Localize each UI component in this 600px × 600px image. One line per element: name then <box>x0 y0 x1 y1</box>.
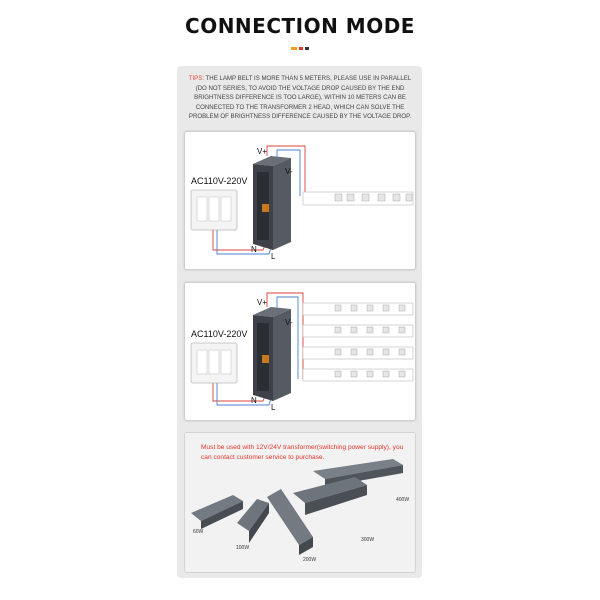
diagram-single-strip <box>184 131 416 270</box>
tips-text <box>188 74 412 122</box>
v-plus-label: V+ <box>257 147 268 156</box>
wall-switch-icon <box>191 190 237 230</box>
led-strips-icon <box>303 303 413 381</box>
title-divider-dots <box>291 47 309 50</box>
power-supply-60w-icon <box>191 495 243 529</box>
product-lineup-panel <box>184 432 416 573</box>
ac-voltage-label: AC110V-220V <box>191 329 248 339</box>
product-notice: Must be used with 12V/24V transformer(switching power supply), you can contact customer service to purchase. <box>201 444 404 461</box>
tips-body: THE LAMP BELT IS MORE THAN 5 METERS, PLEASE USE IN PARALLEL (DO NOT SERIES, TO AVOID THE VOLTAGE DROP CAUSED BY THE END BRIGHTNESS DIFFERENCE IS TOO LARGE), WITHIN 10 METERS CAN BE CONNECTED TO THE TRANSFORMER 2 HEAD, WHICH CAN SOLVE THE PROBLEM OF BRIGHTNESS DIFFERENCE CAUSED BY THE VOLTAGE DROP. <box>188 75 412 121</box>
divider-dot-red <box>299 47 303 50</box>
watt-label-400w: 400W <box>396 497 410 503</box>
l-label: L <box>271 252 276 261</box>
divider-dot-dark <box>305 47 309 50</box>
watt-label-60w: 60W <box>193 529 204 535</box>
wall-switch-icon <box>191 343 237 383</box>
n-label: N <box>251 245 257 254</box>
tips-label: TIPS: <box>188 75 204 82</box>
divider-dot-orange <box>291 47 297 50</box>
v-plus-label: V+ <box>257 298 268 307</box>
page-title: CONNECTION MODE <box>185 14 415 38</box>
watt-label-300w: 300W <box>361 537 375 543</box>
n-label: N <box>251 396 257 405</box>
diagram-parallel-strips <box>184 282 416 421</box>
watt-label-200w: 200W <box>303 557 317 563</box>
v-minus-label: V- <box>285 167 293 176</box>
v-minus-label: V- <box>285 318 293 327</box>
ac-voltage-label: AC110V-220V <box>191 176 248 186</box>
watt-label-100w: 100W <box>236 545 250 551</box>
led-strip-icon <box>303 192 413 205</box>
l-label: L <box>271 403 276 412</box>
